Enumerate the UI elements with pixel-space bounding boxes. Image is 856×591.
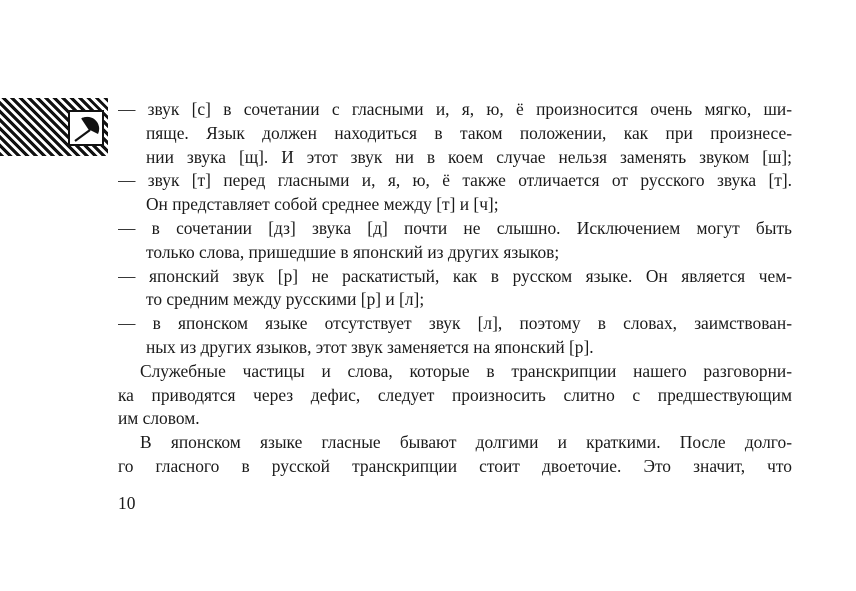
- text-line: — звук [с] в сочетании с гласными и, я, ю, ё произносится очень мягко, ши-: [118, 99, 792, 119]
- page-number: 10: [118, 493, 136, 513]
- text-line: — японский звук [р] не раскатистый, как в русском языке. Он является чем-: [118, 265, 792, 286]
- text-line: В японском языке гласные бывают долгими и краткими. После долго-: [140, 432, 792, 453]
- text-line: — в японском языке отсутствует звук [л], поэтому в словах, заимствован-: [118, 313, 792, 334]
- text-line: Он представляет собой среднее между [т] и [ч];: [146, 194, 499, 215]
- umbrella-arrow-icon: [68, 110, 104, 146]
- text-line: — звук [т] перед гласными и, я, ю, ё также отличается от русского звука [т].: [118, 170, 792, 191]
- page-text: [118, 98, 792, 479]
- text-line: то средним между русскими [р] и [л];: [146, 289, 425, 310]
- text-line: Служебные частицы и слова, которые в транскрипции нашего разговорни-: [140, 360, 792, 381]
- text-line: пяще. Язык должен находиться в таком положении, как при произнесе-: [146, 122, 792, 143]
- text-line: — в сочетании [дз] звука [д] почти не слышно. Исключением могут быть: [118, 217, 792, 238]
- text-line: ных из других языков, этот звук заменяется на японский [р].: [146, 336, 594, 357]
- text-line: им словом.: [118, 408, 200, 429]
- text-line: ка приводятся через дефис, следует произносить слитно с предшествующим: [118, 384, 792, 405]
- text-line: только слова, пришедшие в японский из других языков;: [146, 241, 560, 262]
- text-line: го гласного в русской транскрипции стоит двоеточие. Это значит, что: [118, 455, 792, 476]
- text-line: нии звука [щ]. И этот звук ни в коем случае нельзя заменять звуком [ш];: [146, 146, 792, 167]
